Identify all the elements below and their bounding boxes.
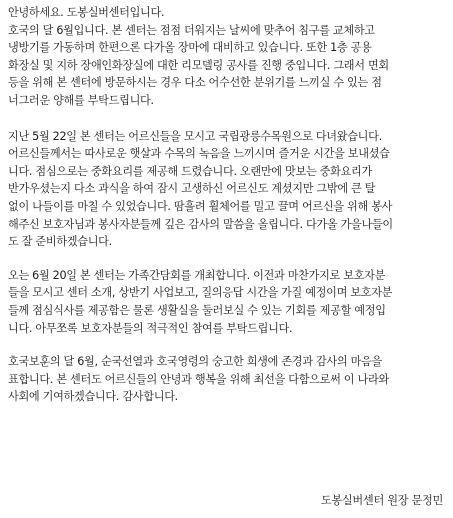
text-line: 해주신 보호자님과 봉사자분들께 깊은 감사의 말씀을 올립니다. 다가올 가을나들이 [8,217,393,231]
text-line: 없이 나들이를 마칠 수 있었습니다. 땀흘려 휠체어를 밀고 끌며 어르신을 위해 봉사 [8,199,393,213]
text-line: 오는 6월 20일 본 센터는 가족간담회를 개최합니다. 이전과 마찬가지로 보호자분 [8,268,386,282]
text-line: 어르신들께서는 따사로운 햇살과 수목의 녹음을 느끼시며 즐거운 시간을 보내셨습 [8,147,390,161]
text-line: 표합니다. 본 센터도 어르신들의 안녕과 행복을 위해 최선을 다함으로써 이 나라와 [8,372,389,386]
text-line: 지난 5월 22일 본 센터는 어르신들을 모시고 국립광릉수목원으로 다녀왔습니다. [8,129,382,143]
text-line: 들을 모시고 센터 소개, 상반기 사업보고, 질의응답 시간을 가질 예정이며 보호자분 [8,286,393,300]
text-line: 도 잘 준비하겠습니다. [8,235,112,249]
signature: 도봉실버센터 원장 문정민 [320,494,443,507]
paragraph-greeting [8,4,447,110]
paragraph-family-meeting [8,267,447,337]
paragraph-closing [8,353,447,406]
text-line: 호국의 달 6월입니다. 본 센터는 점점 더워지는 날씨에 맞추어 침구를 교체하고 [8,23,375,37]
text-line: 니다. 점심으로는 중화요리를 제공해 드렸습니다. 오랜만에 맛보는 중화요리가 [8,164,372,178]
text-line: 니다. 아무쪼록 보호자분들의 적극적인 참여를 부탁드립니다. [8,321,293,335]
text-line: 호국보훈의 달 6월, 순국선열과 호국영령의 숭고한 희생에 존경과 감사의 마음을 [8,355,382,369]
text-line: 화장실 및 지하 장애인화장실에 대한 리모델링 공사를 진행 중입니다. 그래서 면회 [8,58,389,72]
paragraph-outing [8,128,447,251]
text-line: 사회에 기여하겠습니다. 감사합니다. [8,390,178,404]
text-line: 들께 점심식사를 제공함은 물론 생활실을 둘러보실 수 있는 기회를 제공할 예정입 [8,303,386,317]
text-line: 등을 위해 본 센터에 방문하시는 경우 다소 어수선한 분위기를 느끼실 수 있는 점 [8,76,382,90]
text-line: 냉방기를 가동하며 한편으론 다가올 장마에 대비하고 있습니다. 또한 1층 공용 [8,41,372,55]
text-line: 반가우셨는지 다소 과식을 하여 잠시 고생하신 어르신도 계셨지만 그밖에 큰 탈 [8,182,376,196]
text-line: 너그러운 양해를 부탁드립니다. [8,93,154,107]
text-line: 안녕하세요. 도봉실버센터입니다. [8,6,165,19]
